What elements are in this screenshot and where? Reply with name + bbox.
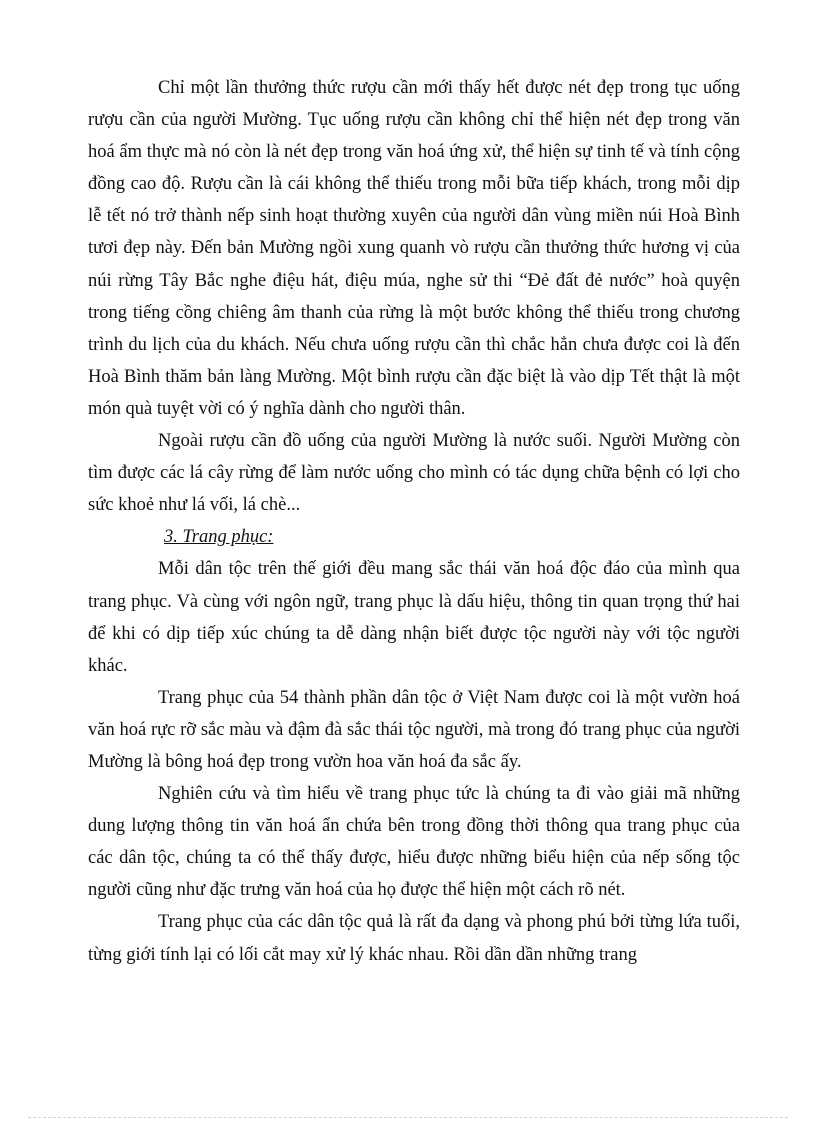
paragraph-costume-research: Nghiên cứu và tìm hiểu về trang phục tức là chúng ta đi vào giải mã những dung lượng thông tin văn hoá ẩn chứa bên trong đồng thời thông qua trang phục của các dân tộc, chúng ta có thể thấy được, hiểu được những biểu hiện của nếp sống tộc người cũng như đặc trưng văn hoá của họ được thể hiện một cách rõ nét. [88, 784, 740, 901]
paragraph-54-ethnic-groups: Trang phục của 54 thành phần dân tộc ở Việt Nam được coi là một vườn hoá văn hoá rực rỡ sắc màu và đậm đà sắc thái tộc người, mà trong đó trang phục của người Mường là bông hoá đẹp trong vườn hoa văn hoá đa sắc ấy. [88, 687, 740, 772]
document-body [88, 72, 740, 971]
paragraph-rice-wine-tradition: Chỉ một lần thưởng thức rượu cần mới thấy hết được nét đẹp trong tục uống rượu cần của người Mường. Tục uống rượu cần không chỉ thể hiện nét đẹp trong văn hoá ẩm thực mà nó còn là nét đẹp trong văn hoá ứng xử, thể hiện sự tinh tế và tính cộng đồng cao độ. Rượu cần là cái không thể thiếu trong mỗi bữa tiếp khách, trong mỗi dịp lễ tết nó trở thành nếp sinh hoạt thường xuyên của người dân vùng miền núi Hoà Bình tươi đẹp này. Đến bản Mường ngồi xung quanh vò rượu cần thưởng thức hương vị của núi rừng Tây Bắc nghe điệu hát, điệu múa, nghe sử thi “Đẻ đất đẻ nước” hoà quyện trong tiếng cồng chiêng âm thanh của rừng là một bước không thể thiếu trong chương trình du lịch của du khách. Nếu chưa uống rượu cần thì chắc hẳn chưa được coi là đến Hoà Bình thăm bản làng Mường. Một bình rượu cần đặc biệt là vào dịp Tết thật là một món quà tuyệt vời có ý nghĩa dành cho người thân. [88, 78, 740, 419]
paragraph-costume-identity: Mỗi dân tộc trên thế giới đều mang sắc thái văn hoá độc đáo của mình qua trang phục. Và cùng với ngôn ngữ, trang phục là dấu hiệu, thông tin quan trọng thứ hai để khi có dịp tiếp xúc chúng ta dễ dàng nhận biết được tộc người này với tộc người khác. [88, 559, 740, 676]
section-heading-costume: 3. Trang phục: [164, 527, 274, 548]
paragraph-costume-diversity: Trang phục của các dân tộc quả là rất đa dạng và phong phú bởi từng lứa tuổi, từng giới tính lại có lối cắt may xử lý khác nhau. Rồi dần dần những trang [88, 912, 740, 965]
page-bottom-divider [28, 1117, 788, 1118]
paragraph-spring-water: Ngoài rượu cần đồ uống của người Mường là nước suối. Người Mường còn tìm được các lá cây rừng để làm nước uống cho mình có tác dụng chữa bệnh có lợi cho sức khoẻ như lá vối, lá chè... [88, 431, 740, 516]
